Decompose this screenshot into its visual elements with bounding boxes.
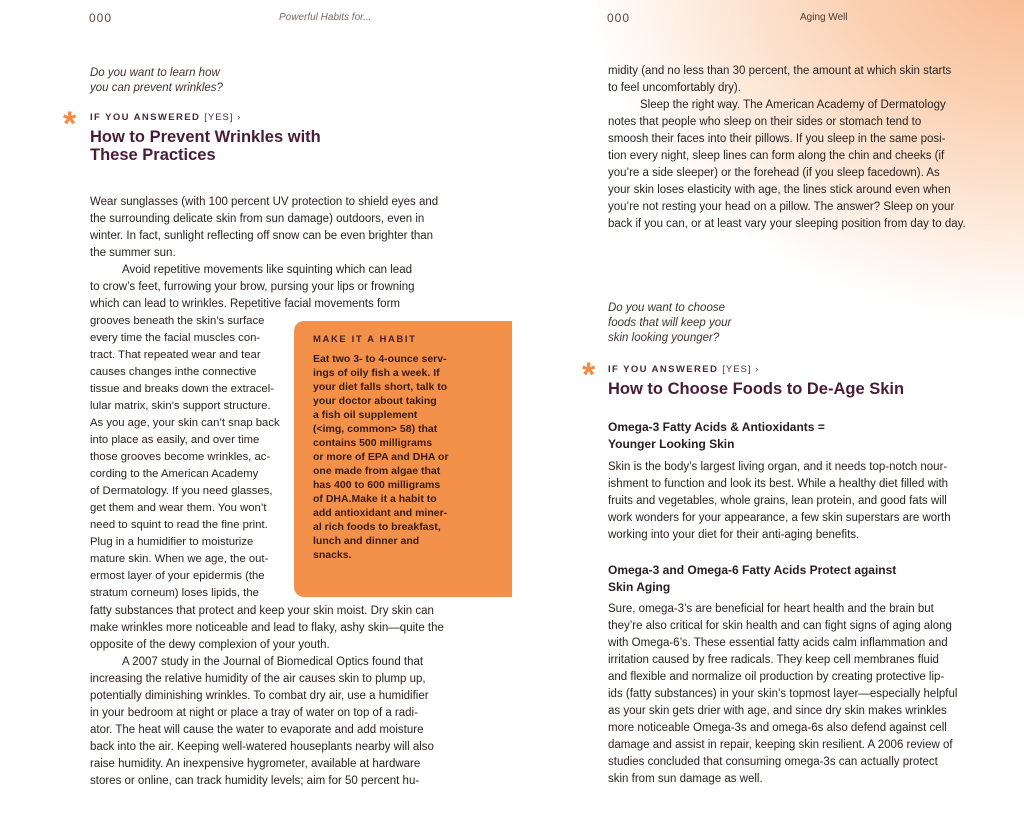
- make-it-a-habit-sidebar: [294, 321, 512, 597]
- subhead-omega3-antioxidants: Omega-3 Fatty Acids & Antioxidants = Younger Looking Skin: [608, 420, 825, 451]
- right-body-top: midity (and no less than 30 percent, the amount at which skin starts to feel uncomfortably dry). Sleep the right way. The American Academy of Dermatology notes that people who sleep on their sides or stomach tend to smoosh their faces into their pillows. If you sleep in the same posi- tion every night, sleep lines can form along the chin and cheeks (if you’re a side sleeper) or the forehead (if you sleep facedown). As your skin loses elasticity with age, the lines stick around even when you’re not resting your head on a pillow. The answer? Sleep on your back if you can, or at least vary your sleeping position from day to day.: [608, 65, 966, 230]
- right-answered-label: IF YOU ANSWERED [YES] ›: [608, 364, 760, 375]
- left-running-head: Powerful Habits for...: [279, 12, 372, 23]
- left-heading: How to Prevent Wrinkles with These Practices: [90, 128, 321, 164]
- asterisk-icon: *: [63, 105, 77, 143]
- right-prompt: Do you want to choose foods that will keep your skin looking younger?: [608, 302, 732, 344]
- sidebar-text: Eat two 3- to 4-ounce serv- ings of oily fish a week. If your diet falls short, talk to your doctor about taking a fish oil supplement (<img, common> 58) that contains 500 milligrams or more of EPA and DHA or one made from algae that has 400 to 600 milligrams of DHA.Make it a habit to add antioxidant and miner- al rich foods to breakfast, lunch and dinner and snacks.: [313, 353, 449, 561]
- right-para-2: Sure, omega-3’s are beneficial for heart health and the brain but they’re also critical for skin health and can fight signs of aging along with Omega-6’s. These essential fatty acids calm inflammation and irritation caused by free radicals. They keep cell membranes fluid and flexible and normalize oil production by creating protective lip- ids (fatty substances) in your skin’s topmost layer—especially helpful as your skin gets drier with age, and since dry skin makes wrinkles more noticeable Omega-3s and omega-6s also defend against cell damage and assist in repair, keeping skin resilient. A 2006 review of studies concluded that consuming omega-3s can actually protect skin from sun damage as well.: [608, 603, 958, 785]
- right-para-1: Skin is the body’s largest living organ, and it needs top-notch nour- ishment to function and look its best. While a healthy diet filled with fruits and vegetables, whole grains, lean protein, and good fats will work wonders for your appearance, a few skin superstars are worth working into your diet for their anti-aging benefits.: [608, 461, 951, 541]
- left-folio: 000: [89, 11, 113, 25]
- asterisk-icon: *: [582, 356, 596, 394]
- left-body-narrow: grooves beneath the skin’s surface every time the facial muscles con- tract. That repeated wear and tear causes changes inthe connective tissue and breaks down the extracel- lular matrix, skin’s support structure. As you age, your skin can’t snap back into place as easily, and over time those grooves become wrinkles, ac- cording to the American Academy of Dermatology. If you need glasses, get them and wear them. You won’t need to squint to read the fine print. Plug in a humidifier to moisturize mature skin. When we age, the out- ermost layer of your epidermis (the stratum corneum) loses lipids, the: [90, 315, 280, 599]
- right-page: [512, 0, 1024, 819]
- sidebar-title: MAKE IT A HABIT: [313, 334, 417, 345]
- left-body-bottom: fatty substances that protect and keep your skin moist. Dry skin can make wrinkles more noticeable and lead to flaky, ashy skin—quite the opposite of the dewy complexion of your youth. A 2007 study in the Journal of Biomedical Optics found that increasing the relative humidity of the air causes skin to plump up, potentially diminishing wrinkles. To combat dry air, use a humidifier in your bedroom at night or place a tray of water on top of a radi- ator. The heat will cause the water to evaporate and add moisture back into the air. Keeping well-watered houseplants nearby will also raise humidity. An inexpensive hygrometer, available at hardware stores or online, can track humidity levels; aim for 50 percent hu-: [90, 605, 444, 787]
- left-body-top: Wear sunglasses (with 100 percent UV protection to shield eyes and the surrounding delicate skin from sun damage) outdoors, even in winter. In fact, sunlight reflecting off snow can be even brighter than the summer sun. Avoid repetitive movements like squinting which can lead to crow’s feet, furrowing your brow, pursing your lips or frowning which can lead to wrinkles. Repetitive facial movements form: [90, 196, 439, 310]
- left-answered-label: IF YOU ANSWERED [YES] ›: [90, 112, 242, 123]
- right-heading: How to Choose Foods to De-Age Skin: [608, 380, 905, 398]
- left-prompt: Do you want to learn how you can prevent wrinkles?: [90, 67, 223, 94]
- right-running-head: Aging Well: [800, 12, 848, 23]
- subhead-omega3-omega6: Omega-3 and Omega-6 Fatty Acids Protect against Skin Aging: [608, 563, 897, 594]
- right-folio: 000: [607, 11, 631, 25]
